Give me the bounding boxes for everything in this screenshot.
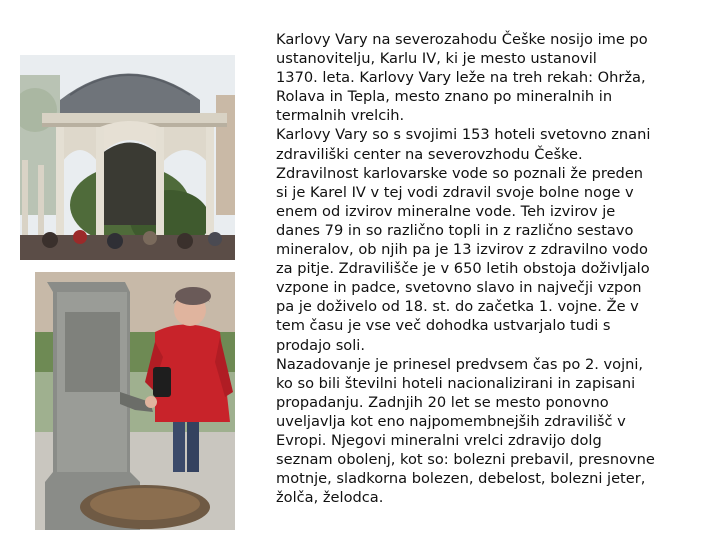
paragraph-spa: Karlovy Vary so s svojimi 153 hoteli svetovno znani zdraviliški center na severovzhodu Češke. Zdravilnost karlovarske vode so poznali že preden si je Karel IV v tej vodi zdravil svoje bolne noge v enem od izvirov mineralne vode. Teh izvirov je danes 79 in so različno topli in z različno sestavo mineralov, ob njih pa je 13 izvirov z zdravilno vodo za pitje. Zdravilišče je v 650 letih obstoja doživljalo vzpone in padce, svetovno slavo in največji vzpon pa je doživelo od 18. st. do začetka 1. vojne. Že v tem času je vse več dohodka ustvarjalo tudi s prodajo soli. [276, 126, 651, 354]
slide-text [276, 30, 706, 507]
pavilion-illustration [20, 55, 235, 260]
pavilion-photo [20, 55, 235, 260]
paragraph-intro: Karlovy Vary na severozahodu Češke nosijo ime po ustanovitelju, Karlu IV, ki je mesto ustanovil 1370. leta. Karlovy Vary leže na treh rekah: Ohrža, Rolava in Tepla, mesto znano po mineralnih in termalnih vrelcih. [276, 31, 648, 125]
fountain-illustration [35, 272, 235, 530]
paragraph-decline: Nazadovanje je prinesel predvsem čas po 2. vojni, ko so bili številni hoteli nacionalizirani in zapisani propadanju. Zadnjih 20 let se mesto ponovno uveljavlja kot eno najpomembnejših zdravilišč v Evropi. Njegovi mineralni vrelci zdravijo dolg seznam obolenj, kot so: bolezni prebavil, presnovne motnje, sladkorna bolezen, debelost, bolezni jeter, žolča, želodca. [276, 355, 655, 507]
fountain-photo [35, 272, 235, 530]
